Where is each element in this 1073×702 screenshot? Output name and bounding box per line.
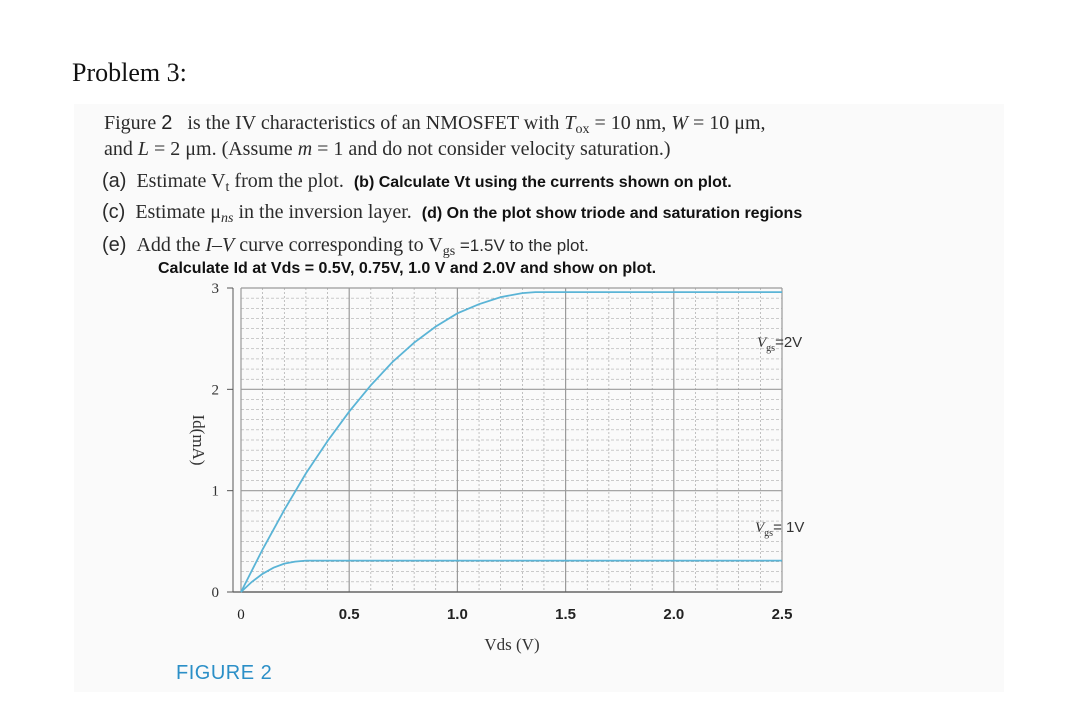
x-tick-label: 0 — [237, 607, 245, 623]
x-tick-label: 2.5 — [771, 606, 793, 623]
question-e-line: (e) Add the I–V curve corresponding to $V_{gs} =1.5V$ to the plot. — [102, 234, 589, 259]
x-tick-label: 1.5 — [555, 606, 577, 623]
question-e-calc-text: Calculate Id at Vds = 0.5V, 0.75V, 1.0 V and 2.0V and show on plot. — [158, 260, 657, 277]
figure-ref-number: 2 — [161, 112, 173, 134]
y-tick-label: 2 — [211, 382, 219, 399]
x-tick-label: 0.5 — [338, 606, 360, 623]
question-a-line: (a) Estimate $V_t$ from the plot. (b) Calculate Vt using the currents shown on plot. — [102, 170, 732, 195]
series-line-vgs-1v — [241, 561, 782, 592]
question-d-text: (d) On the plot show triode and saturation regions — [421, 205, 803, 222]
question-c-line: (c) Estimate $\mu_{ns}$ in the inversion layer. (d) On the plot show triode and saturation regions — [102, 201, 803, 226]
y-tick-label: 3 — [211, 281, 219, 297]
question-e-label: (e) — [102, 234, 127, 256]
problem-line-2: and L = 2 μm. (Assume m = 1 and do not consider velocity saturation.) — [104, 138, 671, 160]
y-tick-label: 0 — [211, 585, 219, 601]
question-a-label: (a) — [102, 170, 127, 192]
y-axis-label: Id(mA) — [189, 414, 208, 466]
x-axis-label: Vds (V) — [484, 635, 540, 654]
grid — [241, 288, 782, 592]
series-line-vgs-2v — [241, 292, 782, 592]
figure-caption: FIGURE 2 — [176, 662, 273, 684]
series-label: $V_{gs}=2V$ — [757, 334, 803, 354]
problem-line-1: Figure 2 is the IV characteristics of an NMOSFET with $T_{ox} = 10$ nm, W = 10 μm, — [104, 112, 766, 137]
question-b-text: (b) Calculate Vt using the currents shown on plot. — [353, 174, 732, 191]
x-tick-label: 2.0 — [663, 606, 685, 623]
question-c-label: (c) — [102, 201, 126, 223]
series-label: $V_{gs}= 1V$ — [755, 519, 805, 539]
x-tick-label: 1.0 — [446, 606, 468, 623]
y-tick-label: 1 — [211, 483, 219, 500]
problem-title: Problem 3: — [72, 58, 187, 87]
